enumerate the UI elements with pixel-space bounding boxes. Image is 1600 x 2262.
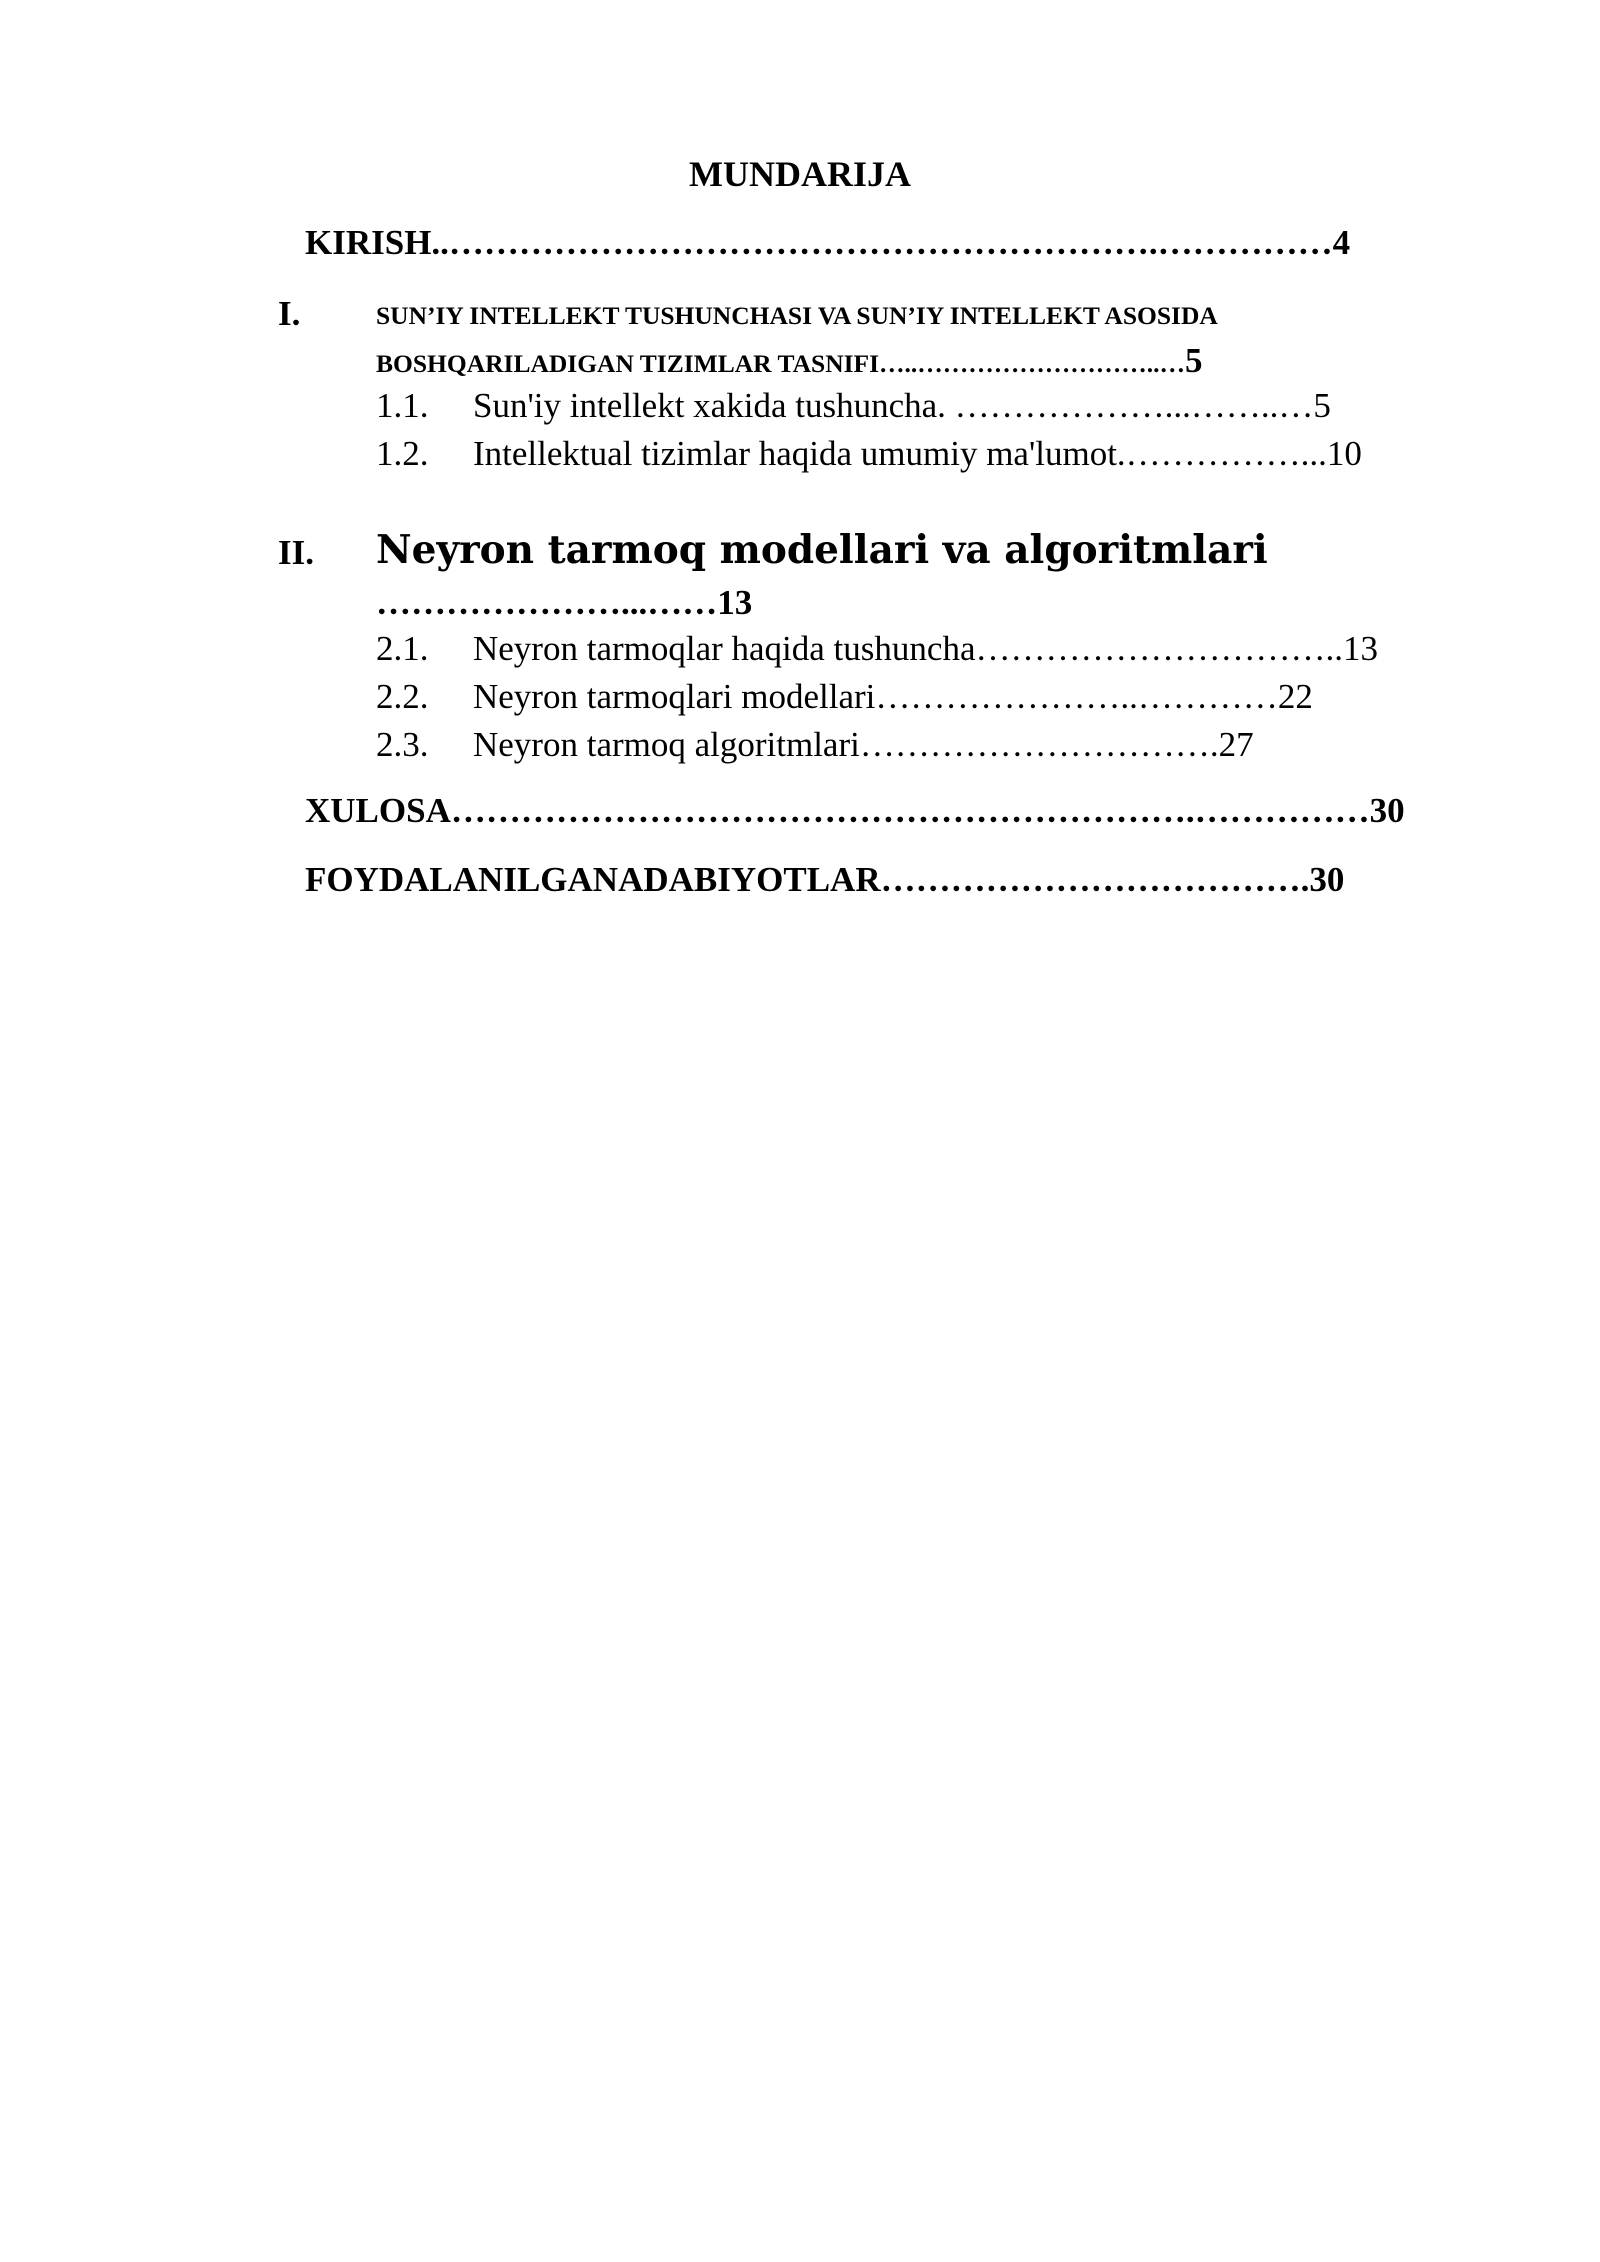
toc-entry-foydalanilgan-adabiyotlar: FOYDALANILGANADABIYOTLAR……………………………….30 xyxy=(305,860,1345,899)
toc-item-text: Intellektual tizimlar haqida umumiy ma'lumot.……………...10 xyxy=(473,434,1362,473)
toc-heading: MUNDARIJA xyxy=(689,154,911,194)
toc-item-number: 2.3. xyxy=(376,725,429,764)
section-2-title-continuation: …………………...……13 xyxy=(376,583,753,622)
toc-item-number: 1.1. xyxy=(376,386,429,425)
toc-item-2-2 xyxy=(376,674,1313,720)
toc-entry-kirish: KIRISH..…………………………………………………….……………4 xyxy=(305,223,1351,262)
toc-item-2-3 xyxy=(376,722,1254,768)
toc-item-text: Sun'iy intellekt xakida tushuncha. ………………...……..…5 xyxy=(473,386,1331,425)
section-1-title-line-1: SUN’IY INTELLEKT TUSHUNCHASI VA SUN’IY INTELLEKT ASOSIDA xyxy=(376,301,1218,330)
toc-item-1-1 xyxy=(376,383,1331,429)
section-1-numeral: I. xyxy=(278,294,301,333)
toc-entry-xulosa: XULOSA……………………………………………………….……………30 xyxy=(305,791,1405,830)
toc-item-2-1 xyxy=(376,626,1378,672)
toc-item-number: 2.1. xyxy=(376,629,429,668)
section-1-title-text: BOSHQARILADIGAN TIZIMLAR TASNIFI…..………………………..… xyxy=(376,349,1186,378)
toc-item-text: Neyron tarmoqlar haqida tushuncha…………………………..13 xyxy=(473,629,1378,668)
section-2-title: Neyron tarmoq modellari va algoritmlari xyxy=(376,527,1268,573)
toc-item-number: 2.2. xyxy=(376,677,429,716)
section-1-page-number: 5 xyxy=(1185,341,1203,380)
toc-item-1-2 xyxy=(376,431,1362,477)
toc-item-text: Neyron tarmoq algoritmlari………………………….27 xyxy=(473,725,1254,764)
section-2-numeral: II. xyxy=(278,533,314,572)
section-1-title-line-2 xyxy=(376,343,1203,382)
toc-item-number: 1.2. xyxy=(376,434,429,473)
toc-item-text: Neyron tarmoqlari modellari…………………..…………22 xyxy=(473,677,1313,716)
